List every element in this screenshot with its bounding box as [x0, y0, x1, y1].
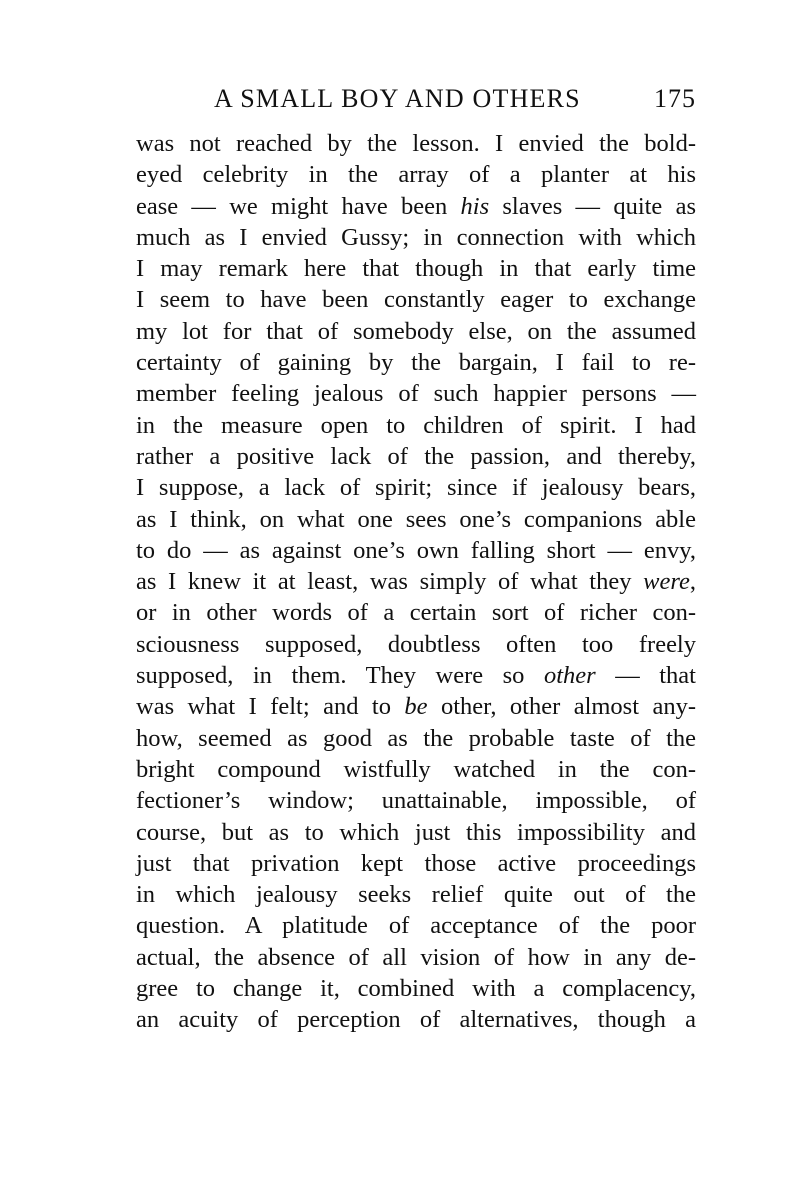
text-line: gree to change it, combined with a complacency, [136, 975, 696, 1003]
text-segment: as I knew it at least, was simply of what they [136, 568, 644, 596]
text-line: to do — as against one’s own falling short — envy, [136, 536, 696, 564]
page-number: 175 [654, 84, 696, 113]
text-line: actual, the absence of all vision of how in any de- [136, 943, 696, 971]
text-line: just that privation kept those active proceedings [136, 849, 696, 877]
text-line: was not reached by the lesson. I envied the bold- [136, 130, 696, 157]
text-line: eyed celebrity in the array of a planter at his [136, 161, 696, 189]
text-line: sciousness supposed, doubtless often too freely [136, 630, 696, 658]
text-line: course, but as to which just this impossibility and [136, 818, 696, 846]
text-segment: slaves — quite as [489, 192, 696, 220]
italic-text: his [460, 192, 490, 220]
text-line: or in other words of a certain sort of richer con- [136, 599, 696, 627]
text-line: fectioner’s window; unattainable, impossible, of [136, 787, 696, 815]
text-line [136, 660, 696, 691]
text-line [136, 566, 696, 597]
text-line: member feeling jealous of such happier persons — [136, 380, 696, 408]
italic-text: other [543, 662, 596, 690]
text-line: much as I envied Gussy; in connection with which [136, 223, 696, 251]
body-text [136, 128, 696, 1036]
text-line: I seem to have been constantly eager to exchange [136, 286, 696, 314]
text-line: certainty of gaining by the bargain, I fail to re- [136, 349, 696, 377]
text-line: I may remark here that though in that early time [136, 255, 696, 283]
italic-text: were [643, 568, 690, 596]
text-line: question. A platitude of acceptance of the poor [136, 912, 696, 940]
running-title: A SMALL BOY AND OTHERS [214, 84, 581, 113]
text-segment: supposed, in them. They were so [136, 662, 544, 690]
text-segment: ease — we might have been [136, 192, 461, 220]
italic-text: be [404, 693, 428, 721]
text-line: bright compound wistfully watched in the con- [136, 755, 696, 783]
text-line: as I think, on what one sees one’s companions able [136, 505, 696, 533]
text-line: in the measure open to children of spirit. I had [136, 411, 696, 439]
text-line: I suppose, a lack of spirit; since if jealousy bears, [136, 474, 696, 502]
text-line: rather a positive lack of the passion, and thereby, [136, 442, 696, 470]
text-line [136, 691, 696, 722]
text-segment: other, other almost any- [427, 693, 696, 721]
text-line: in which jealousy seeks relief quite out of the [136, 881, 696, 909]
text-line: how, seemed as good as the probable taste of the [136, 724, 696, 752]
text-line [136, 191, 696, 222]
text-line: my lot for that of somebody else, on the assumed [136, 317, 696, 345]
text-segment: — that [595, 662, 696, 690]
running-head [136, 82, 696, 116]
text-segment: , [689, 568, 696, 596]
text-line: an acuity of perception of alternatives, though a [136, 1006, 696, 1034]
text-segment: was what I felt; and to [136, 693, 405, 721]
